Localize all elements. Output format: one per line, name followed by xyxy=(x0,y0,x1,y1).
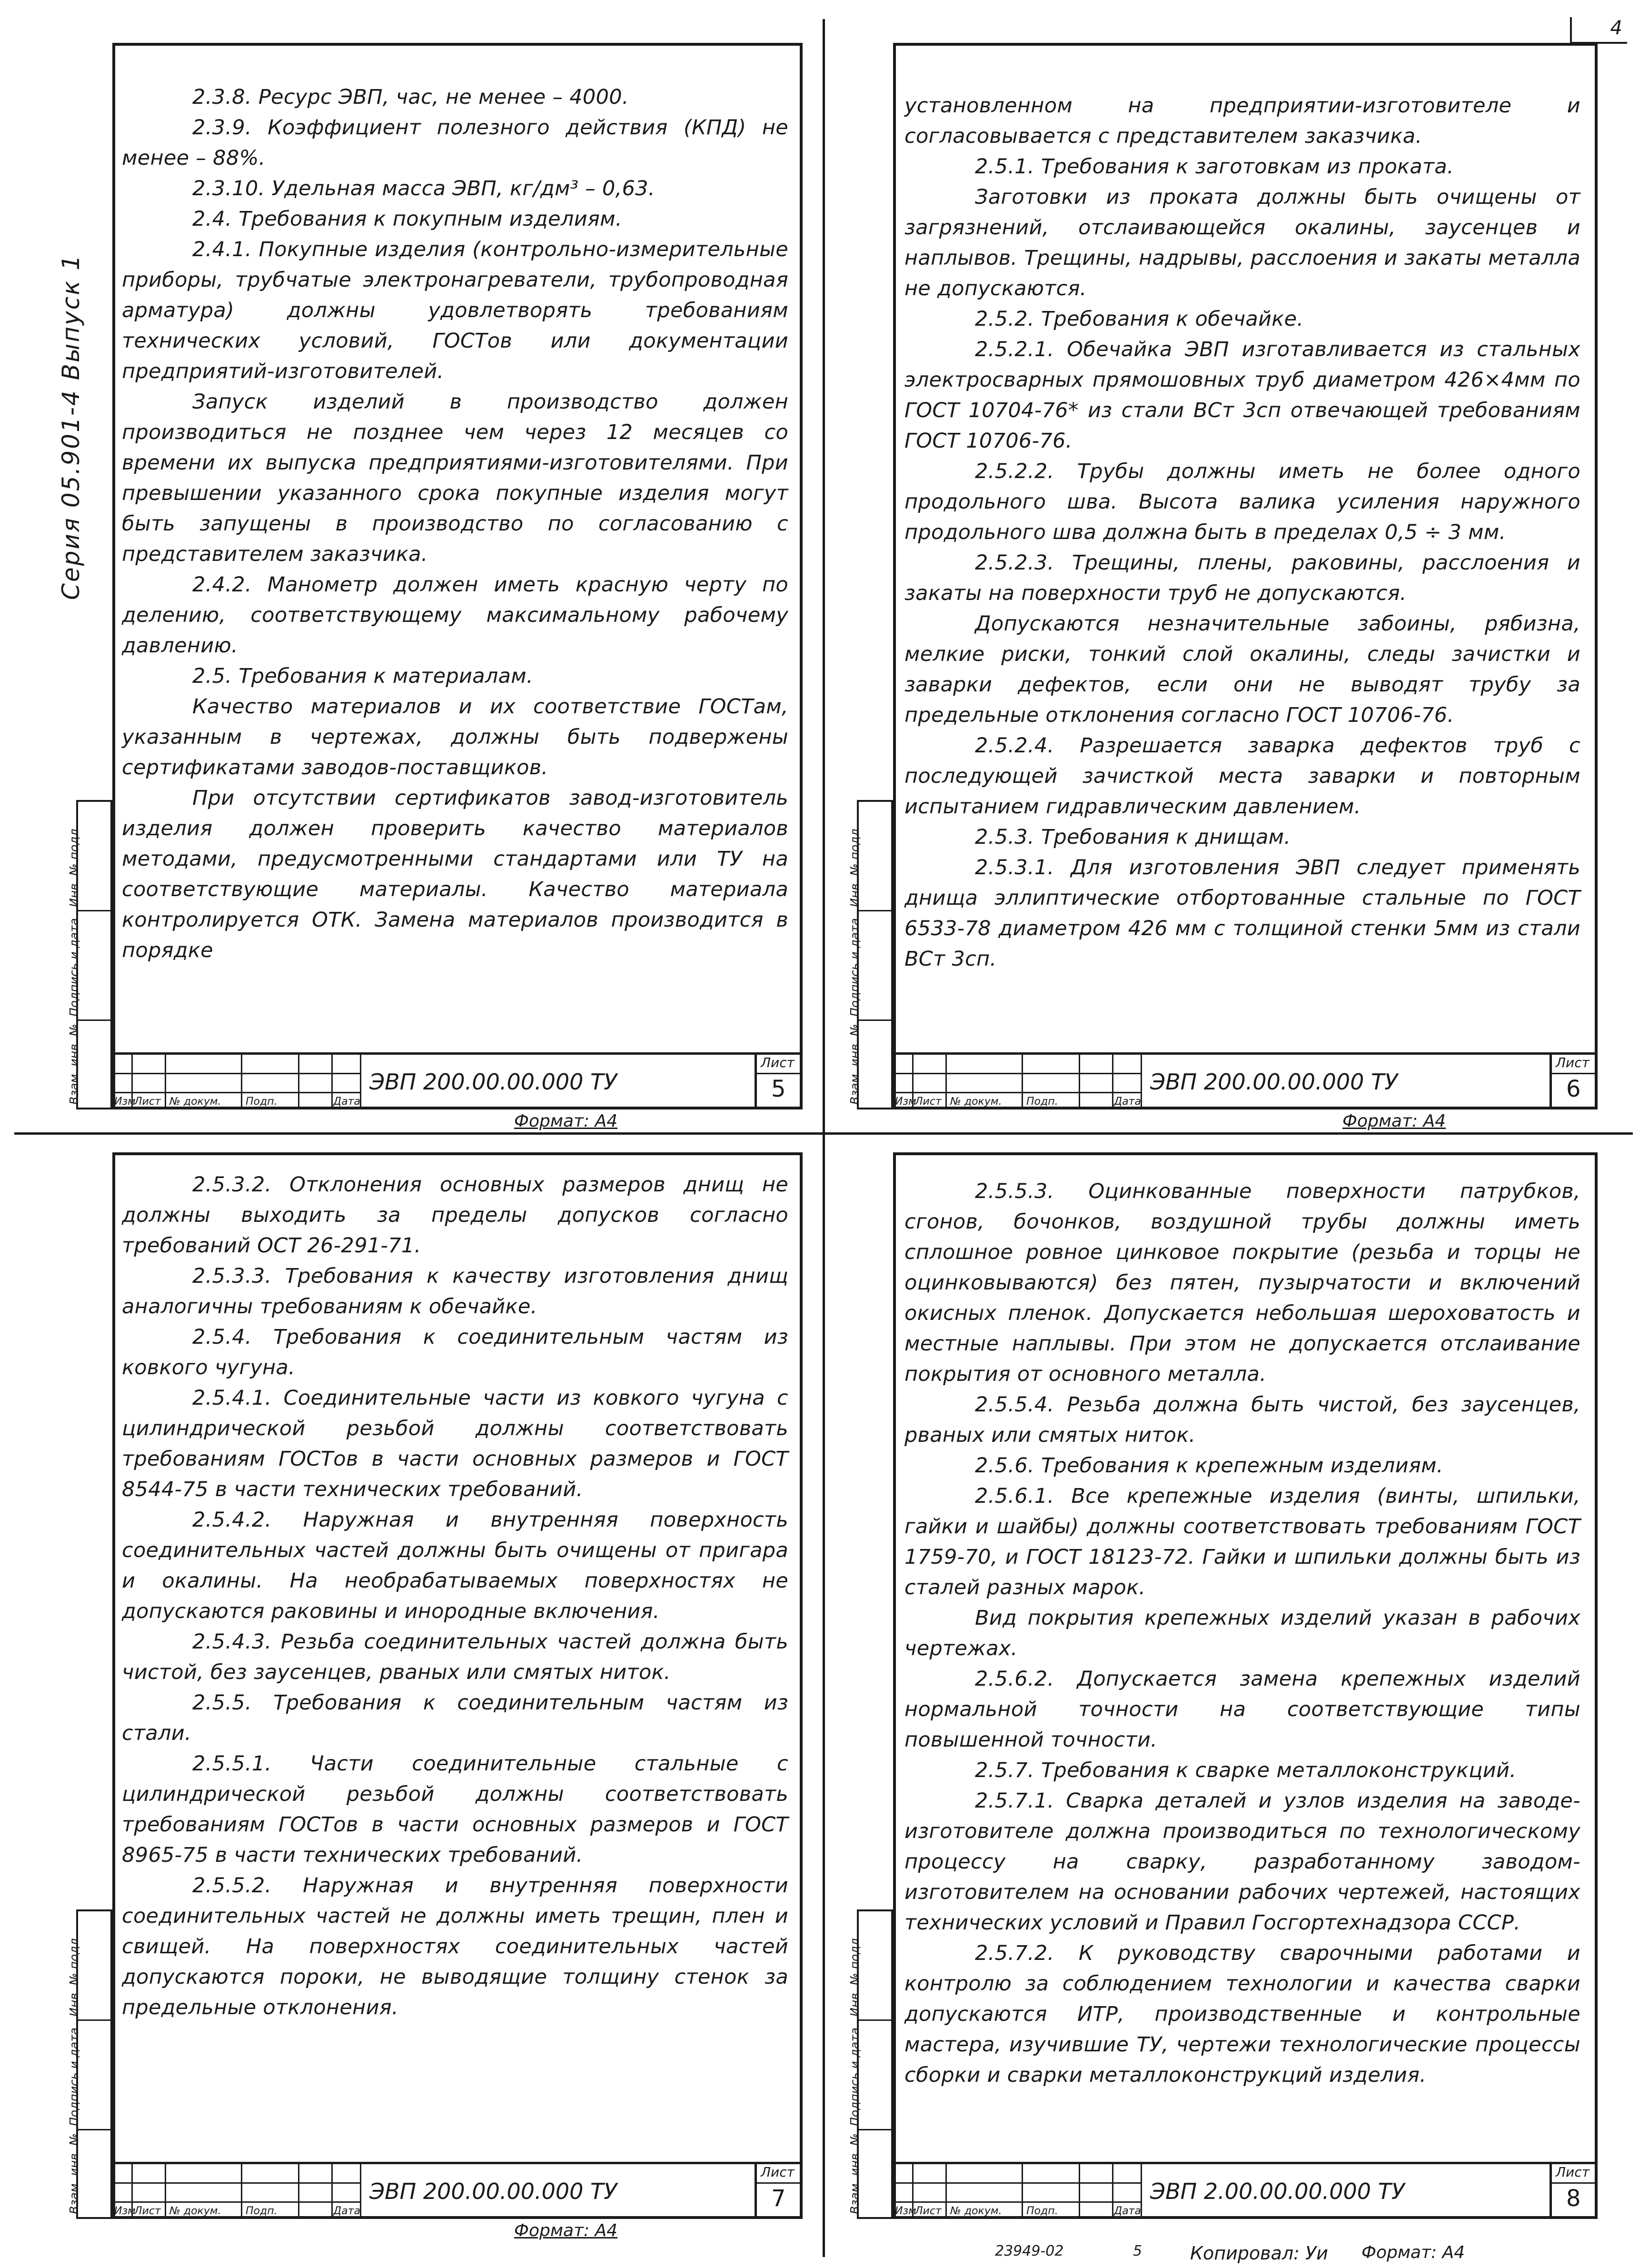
paragraph: установленном на предприятии-изготовителе и согласовывается с представителем заказчика. xyxy=(904,94,1580,148)
paragraph: 2.3.8. Ресурс ЭВП, час, не менее – 4000. xyxy=(192,85,629,109)
paragraph: Заготовки из проката должны быть очищены от загрязнений, отслаивающейся окалины, заусенцев и наплывов. Трещины, надрывы, расслоения и закаты металла не допускаются. xyxy=(904,185,1580,300)
title-block-7: Изм Лист № докум. Подп. Дата ЭВП 200.00.00.000 ТУ Лист 7 xyxy=(112,2162,803,2219)
archive-number: 23949-02 xyxy=(995,2243,1064,2259)
paragraph: 2.4.2. Манометр должен иметь красную черту по делению, соответствующему максимальному рабочему давлению. xyxy=(122,573,788,658)
paragraph: При отсутствии сертификатов завод-изготовитель изделия должен проверить качество материалов методами, предусмотренными стандартами или ТУ на соответствующие материалы. Качество материала контролируется ОТК. Замена материалов производится в порядке xyxy=(122,786,788,962)
paragraph: Вид покрытия крепежных изделий указан в рабочих чертежах. xyxy=(904,1606,1580,1660)
paragraph: 2.5.5.3. Оцинкованные поверхности патрубков, сгонов, бочонков, воздушной трубы должны иметь сплошное ровное цинковое покрытие (резьба и торцы не оцинковываются) без пятен, пузырчатости и включений окисных пленок. Допускается небольшая шероховатость и местные наплывы. При этом не допускается отслаивание покрытия от основного металла. xyxy=(904,1179,1580,1386)
side-strip-5 xyxy=(67,800,112,1109)
side-cell-inv: Инв. № подл. xyxy=(78,802,110,911)
paragraph: 2.5.2.2. Трубы должны иметь не более одного продольного шва. Высота валика усиления наружного продольного шва должна быть в пределах 0,5 ÷ 3 мм. xyxy=(904,460,1580,544)
paragraph: 2.5.5.4. Резьба должна быть чистой, без заусенцев, рваных или смятых ниток. xyxy=(904,1393,1580,1447)
paragraph: 2.5. Требования к материалам. xyxy=(192,664,534,688)
paragraph: 2.5.7. Требования к сварке металлоконструкций. xyxy=(975,1758,1517,1782)
document-code: ЭВП 200.00.00.000 ТУ xyxy=(1150,1069,1398,1095)
paragraph: 2.5.2. Требования к обечайке. xyxy=(975,307,1304,331)
document-code: ЭВП 200.00.00.000 ТУ xyxy=(369,1069,617,1095)
paragraph: 2.5.3.2. Отклонения основных размеров днищ не должны выходить за пределы допусков согласно требований ОСТ 26-291-71. xyxy=(122,1173,788,1258)
paragraph: 2.4.1. Покупные изделия (контрольно-измерительные приборы, трубчатые электронагреватели, трубопроводная арматура) должны удовлетворять требованиям технических условий, ГОСТов или документации предприятий-изготовителей. xyxy=(122,238,788,383)
paragraph: 2.5.3.3. Требования к качеству изготовления днищ аналогичны требованиям к обечайке. xyxy=(122,1264,788,1319)
paragraph: 2.5.4. Требования к соединительным частям из ковкого чугуна. xyxy=(122,1325,788,1379)
paragraph: 2.5.2.4. Разрешается заварка дефектов труб с последующей зачисткой места заварки и повторным испытанием гидравлическим давлением. xyxy=(904,734,1580,819)
paragraph: 2.3.9. Коэффициент полезного действия (КПД) не менее – 88%. xyxy=(122,116,788,170)
side-cell-replace: Взам. инв. № xyxy=(67,1024,81,1105)
corner-mark: 4 xyxy=(1570,17,1627,44)
sheet-6-text xyxy=(904,90,1580,974)
side-strip-7: Инв. № подл. Подпись и дата Взам. инв. № xyxy=(76,1909,112,2219)
paragraph: 2.5.4.1. Соединительные части из ковкого чугуна с цилиндрической резьбой должны соответствовать требованиям ГОСТов в части основных размеров и ГОСТ 8544-75 в части технических требований. xyxy=(122,1386,788,1501)
document-code: ЭВП 200.00.00.000 ТУ xyxy=(369,2178,617,2204)
footer-sheet: 5 xyxy=(1133,2243,1142,2259)
sheet-7-text xyxy=(122,1169,788,2023)
format-label-6: Формат: А4 xyxy=(1342,1111,1446,1131)
paragraph: 2.5.5.1. Части соединительные стальные с цилиндрической резьбой должны соответствовать требованиям ГОСТов в части основных размеров и ГОСТ 8965-75 в части технических требований. xyxy=(122,1752,788,1867)
paragraph: Допускаются незначительные забоины, рябизна, мелкие риски, тонкий слой окалины, следы зачистки и заварки дефектов, если они не выводят трубу за предельные отклонения согласно ГОСТ 10706-76. xyxy=(904,612,1580,727)
paragraph: 2.4. Требования к покупным изделиям. xyxy=(192,207,622,231)
sheet-5-text xyxy=(122,82,788,966)
side-cell-sign: Подпись и дата xyxy=(78,911,110,1021)
paragraph: Качество материалов и их соответствие ГОСТам, указанным в чертежах, должны быть подвержены сертификатами заводов-поставщиков. xyxy=(122,695,788,779)
sheet-number: 8 xyxy=(1566,2185,1581,2212)
format-label-5: Формат: А4 xyxy=(514,1111,618,1131)
paragraph: 2.5.7.1. Сварка деталей и узлов изделия на заводе-изготовителе должна производиться по технологическому процессу на сварку, разработанному заводом-изготовителем на основании рабочих чертежей, настоящих технических условий и Правил Госгортехнадзора СССР. xyxy=(904,1789,1580,1935)
vertical-divider xyxy=(823,19,825,2257)
paragraph: 2.5.6. Требования к крепежным изделиям. xyxy=(975,1454,1443,1478)
sheet-number: 5 xyxy=(771,1076,786,1102)
sheet-8-text xyxy=(904,1176,1580,2090)
format-label-7: Формат: А4 xyxy=(514,2221,618,2240)
copied-label: Копировал: Уи xyxy=(1190,2243,1328,2264)
document-code: ЭВП 2.00.00.00.000 ТУ xyxy=(1150,2178,1405,2204)
paragraph: 2.5.7.2. К руководству сварочными работами и контролю за соблюдением технологии и качества сварки допускаются ИТР, производственные и контрольные мастера, изучившие ТУ, чертежи технологические процессы сборки и сварки металлоконструкций изделия. xyxy=(904,1941,1580,2087)
side-strip-8: Инв. № подл. Подпись и дата Взам. инв. № xyxy=(857,1909,893,2219)
paragraph: 2.5.4.3. Резьба соединительных частей должна быть чистой, без заусенцев, рваных или смятых ниток. xyxy=(122,1630,788,1684)
sheet-number-box: Лист 7 xyxy=(755,2164,803,2219)
paragraph: 2.3.10. Удельная масса ЭВП, кг/дм³ – 0,63. xyxy=(192,177,655,200)
title-block-5: Изм Лист № докум. Подп. Дата ЭВП 200.00.00.000 ТУ Лист 5 xyxy=(112,1052,803,1109)
sheet-number: 7 xyxy=(771,2185,786,2212)
sheet-number-box: Лист 6 xyxy=(1550,1055,1598,1109)
paragraph: 2.5.2.3. Трещины, плены, раковины, расслоения и закаты на поверхности труб не допускаются. xyxy=(904,551,1580,605)
title-block-6: Изм Лист № докум. Подп. Дата ЭВП 200.00.00.000 ТУ Лист 6 xyxy=(893,1052,1598,1109)
paragraph: 2.5.2.1. Обечайка ЭВП изготавливается из стальных электросварных прямошовных труб диаметром 426×4мм по ГОСТ 10704-76* из стали ВСт 3сп отвечающей требованиям ГОСТ 10706-76. xyxy=(904,338,1580,453)
paragraph: Запуск изделий в производство должен производиться не позднее чем через 12 месяцев со времени их выпуска предприятиями-изготовителями. При превышении указанного срока покупные изделия могут быть запущены в производство по согласованию с представителем заказчика. xyxy=(122,390,788,566)
title-block-8: Изм Лист № докум. Подп. Дата ЭВП 2.00.00.00.000 ТУ Лист 8 xyxy=(893,2162,1598,2219)
sheet-number-box: Лист 8 xyxy=(1550,2164,1598,2219)
copied-signature: Уи xyxy=(1305,2243,1328,2264)
horizontal-divider xyxy=(14,1132,1633,1135)
format-label-8: Формат: А4 xyxy=(1361,2243,1465,2262)
side-strip-6: Инв. № подл. Подпись и дата Взам. инв. № xyxy=(857,800,893,1109)
paragraph: 2.5.6.2. Допускается замена крепежных изделий нормальной точности на соответствующие типы повышенной точности. xyxy=(904,1667,1580,1752)
sheet-number: 6 xyxy=(1566,1076,1581,1102)
paragraph: 2.5.6.1. Все крепежные изделия (винты, шпильки, гайки и шайбы) должны соответствовать требованиям ГОСТ 1759-70, и ГОСТ 18123-72. Гайки и шпильки должны быть из сталей разных марок. xyxy=(904,1484,1580,1599)
sheet-number-box: Лист 5 xyxy=(755,1055,803,1109)
paragraph: 2.5.5.2. Наружная и внутренняя поверхности соединительных частей не должны иметь трещин, плен и свищей. На поверхностях соединительных частей допускаются пороки, не выводящие толщину стенок за предельные отклонения. xyxy=(122,1874,788,2019)
paragraph: 2.5.5. Требования к соединительным частям из стали. xyxy=(122,1691,788,1745)
paragraph: 2.5.3. Требования к днищам. xyxy=(975,825,1291,849)
paragraph: 2.5.1. Требования к заготовкам из проката. xyxy=(975,155,1454,179)
paragraph: 2.5.4.2. Наружная и внутренняя поверхность соединительных частей должны быть очищены от пригара и окалины. На необрабатываемых поверхностях не допускаются раковины и инородные включения. xyxy=(122,1508,788,1623)
series-text: Серия 05.901-4 Выпуск 1 xyxy=(57,253,85,600)
paragraph: 2.5.3.1. Для изготовления ЭВП следует применять днища эллиптические отбортованные стальные по ГОСТ 6533-78 диаметром 426 мм с толщиной стенки 5мм из стали ВСт 3сп. xyxy=(904,856,1580,971)
